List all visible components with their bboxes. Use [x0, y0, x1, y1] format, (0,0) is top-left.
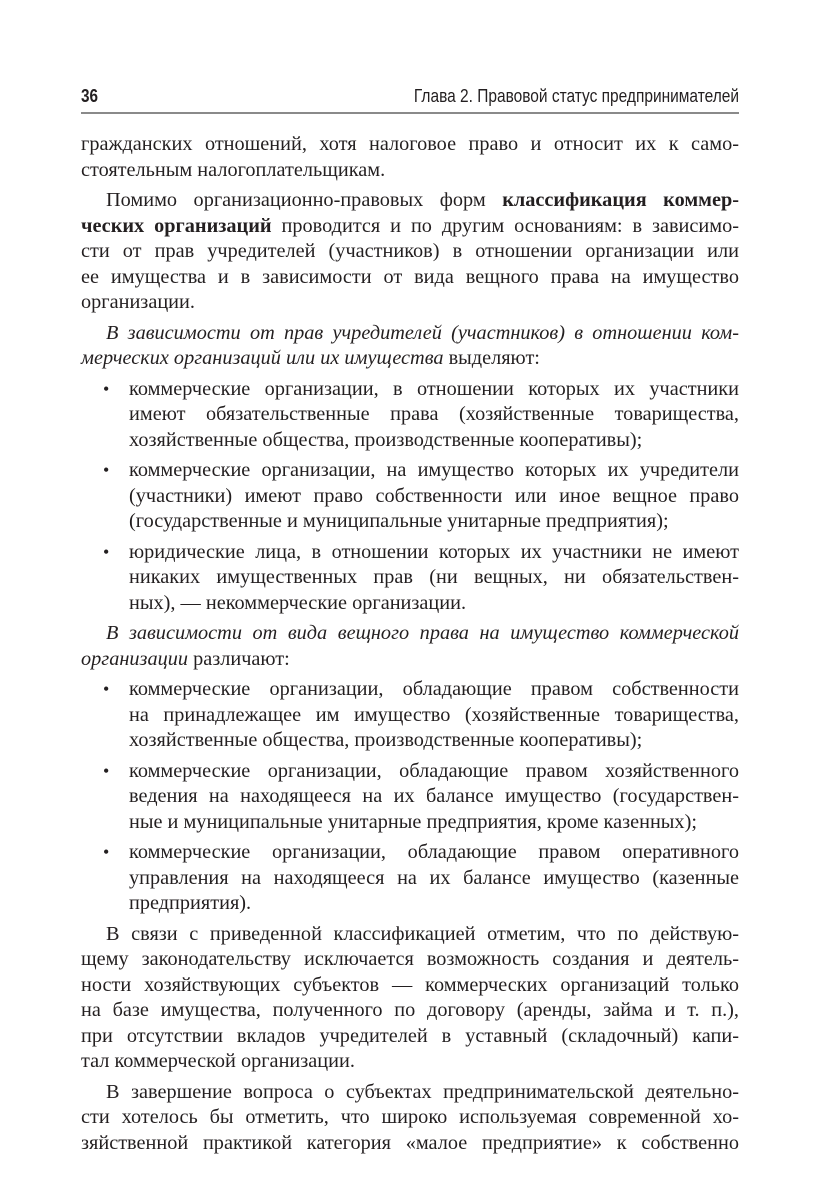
page-body — [81, 132, 739, 1161]
text-run: никаких имущественных прав (ни вещных, ни обязательствен- — [129, 566, 739, 588]
paragraph — [81, 321, 739, 372]
paragraph — [81, 922, 739, 1075]
paragraph — [81, 1080, 739, 1157]
text-line — [81, 188, 739, 214]
paragraph — [81, 188, 739, 316]
italic-text: В зависимости от прав учредителей (участников) в отношении ком- — [106, 321, 739, 344]
text-line — [129, 402, 739, 428]
text-run: ее имущества и в зависимости от вида вещного права на имущество — [81, 265, 739, 288]
text-line — [81, 1105, 739, 1131]
text-run: коммерческие организации, обладающие правом собственности — [129, 678, 739, 700]
text-run: тал коммерческой организации. — [81, 1050, 355, 1072]
text-run: ных), — некоммерческие организации. — [129, 591, 467, 614]
text-run: коммерческие организации, в отношении которых их участники — [129, 377, 739, 400]
text-run: выделяют: — [443, 347, 540, 369]
text-run: Помимо организационно-правовых форм — [106, 189, 503, 211]
bullet-icon: • — [103, 679, 110, 699]
text-line — [81, 647, 739, 673]
text-line — [81, 290, 739, 316]
text-line — [129, 759, 739, 785]
list-item — [81, 759, 739, 836]
list-item — [81, 840, 739, 917]
text-line — [129, 703, 739, 729]
text-line — [81, 998, 739, 1024]
text-line — [81, 1080, 739, 1106]
text-run: юридические лица, в отношении которых их участники не имеют — [129, 540, 739, 563]
text-run: В связи с приведенной классификацией отметим, что по действую- — [106, 922, 739, 945]
text-line — [129, 377, 739, 403]
text-run: управления на находящееся на их балансе имущество (казенные — [129, 866, 739, 889]
text-line — [81, 265, 739, 291]
text-run: сти хотелось бы отметить, что широко используемая современной хо- — [81, 1106, 739, 1128]
text-line — [129, 540, 739, 566]
text-line — [81, 947, 739, 973]
text-run: на базе имущества, полученного по договору (аренды, займа и т. п.), — [81, 999, 739, 1021]
text-line — [129, 728, 739, 754]
bullet-icon: • — [103, 842, 110, 862]
bold-text: классификация коммер- — [502, 189, 739, 211]
text-run: зяйственной практикой категория «малое предприятие» к собственно — [81, 1131, 739, 1154]
text-line — [129, 591, 739, 617]
bullet-icon: • — [103, 460, 110, 480]
text-run: ные и муниципальные унитарные предприятия, кроме казенных); — [129, 810, 697, 833]
text-line — [129, 810, 739, 836]
list-item — [81, 540, 739, 617]
text-run: стоятельным налогоплательщикам. — [81, 158, 386, 181]
text-line — [129, 677, 739, 703]
text-run: (государственные и муниципальные унитарные предприятия); — [129, 510, 669, 532]
text-run: организации. — [81, 291, 195, 313]
text-line — [129, 428, 739, 454]
list-item — [81, 377, 739, 454]
text-line — [81, 321, 739, 347]
bullet-icon: • — [103, 378, 110, 399]
text-run: при отсутствии вкладов учредителей в уставный (складочный) капи- — [81, 1024, 739, 1047]
text-run: предприятия). — [129, 892, 252, 914]
paragraph — [81, 621, 739, 672]
text-run: хозяйственные общества, производственные кооперативы); — [129, 428, 643, 451]
text-run: коммерческие организации, на имущество которых их учредители — [129, 459, 739, 481]
text-run: В завершение вопроса о субъектах предпринимательской деятельно- — [106, 1080, 739, 1103]
text-line — [129, 891, 739, 917]
italic-text: мерческих организаций или их имущества — [81, 347, 444, 369]
list-item — [81, 458, 739, 535]
text-line — [81, 922, 739, 948]
text-line — [129, 866, 739, 892]
text-line — [129, 784, 739, 810]
text-run: щему законодательству исключается возможность создания и деятель- — [81, 948, 739, 970]
paragraph — [81, 132, 739, 183]
text-run: различают: — [188, 647, 290, 670]
running-title: Глава 2. Правовой статус предпринимателей — [413, 86, 739, 106]
text-run: проводится и по другим основаниям: в зависимо- — [271, 214, 739, 237]
text-run: гражданских отношений, хотя налоговое право и относит их к само- — [81, 133, 739, 155]
text-line — [129, 565, 739, 591]
text-line — [129, 484, 739, 510]
text-line — [129, 458, 739, 484]
text-run: хозяйственные общества, производственные кооперативы); — [129, 729, 643, 751]
text-line — [81, 1049, 739, 1075]
text-line — [129, 840, 739, 866]
text-line — [81, 1024, 739, 1050]
page-number: 36 — [81, 86, 99, 106]
text-run: имеют обязательственные права (хозяйственные товарищества, — [129, 403, 739, 425]
text-run: коммерческие организации, обладающие правом оперативного — [129, 841, 739, 863]
text-line — [81, 158, 739, 184]
text-line — [81, 214, 739, 240]
bullet-icon: • — [103, 760, 110, 781]
text-line — [81, 973, 739, 999]
text-run: ности хозяйствующих субъектов — коммерческих организаций только — [81, 973, 739, 996]
text-run: сти от прав учредителей (участников) в отношении организации или — [81, 240, 739, 262]
text-line — [129, 509, 739, 535]
text-line — [81, 621, 739, 647]
bold-text: ческих организаций — [81, 214, 272, 237]
running-header — [81, 84, 739, 114]
text-run: на принадлежащее им имущество (хозяйственные товарищества, — [129, 703, 739, 726]
italic-text: В зависимости от вида вещного права на имущество коммерческой — [106, 622, 739, 644]
text-line — [81, 346, 739, 372]
text-run: (участники) имеют право собственности или иное вещное право — [129, 484, 739, 507]
list-item — [81, 677, 739, 754]
bullet-icon: • — [103, 541, 110, 562]
text-line — [81, 1131, 739, 1157]
text-line — [81, 239, 739, 265]
text-run: коммерческие организации, обладающие правом хозяйственного — [129, 759, 739, 782]
text-line — [81, 132, 739, 158]
italic-text: организации — [81, 647, 189, 670]
text-run: ведения на находящееся на их балансе имущество (государствен- — [129, 785, 739, 807]
